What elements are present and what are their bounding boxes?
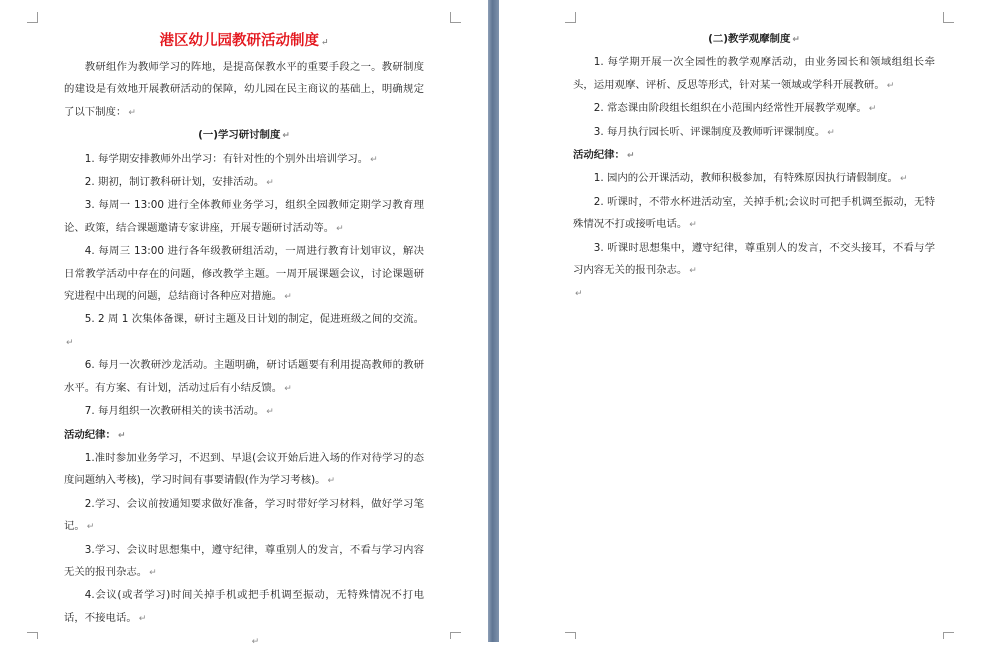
- crop-mark: [565, 632, 576, 639]
- list-item: 2. 听课时，不带水杯进活动室，关掉手机;会议时可把手机调至振动，无特殊情况不打或接听电话。 ↵: [573, 195, 935, 231]
- list-item: 2. 期初，制订教科研计划，安排活动。 ↵: [84, 176, 274, 189]
- crop-mark: [450, 632, 461, 639]
- list-item: 4. 每周三 13:00 进行各年级教研组活动，一周进行教育计划审议，解决日常教学活动中存在的问题，修改教学主题。一周开展课题会议，讨论课题研究进程中出现的问题，总结商讨各种应对措施。 ↵: [64, 245, 424, 303]
- list-item: 1. 每学期开展一次全园性的教学观摩活动，由业务园长和领域组组长牵头，运用观摩、评析、反思等形式，针对某一领域或学科开展教研。 ↵: [573, 56, 935, 91]
- discipline-heading: 活动纪律： ↵: [64, 428, 126, 441]
- list-item: 2. 常态课由阶段组长组织在小范围内经常性开展教学观摩。 ↵: [593, 102, 877, 115]
- list-item: 3.学习、会议时思想集中，遵守纪律，尊重别人的发言，不看与学习内容无关的报刊杂志。 ↵: [64, 543, 424, 578]
- list-item: 3. 每月执行园长听、评课制度及教师听评课制度。 ↵: [593, 125, 835, 138]
- list-item: 3. 听课时思想集中，遵守纪律，尊重别人的发言，不交头接耳，不看与学习内容无关的报刊杂志。 ↵: [573, 241, 935, 277]
- empty-paragraph: ↵: [251, 637, 260, 648]
- intro-paragraph: 教研组作为教师学习的阵地，是提高保教水平的重要手段之一。教研制度的建设是有效地开展教研活动的保障，幼儿园在民主商议的基础上，明确规定了以下制度： ↵: [64, 61, 424, 118]
- list-item: 5. 2 周 1 次集体备课，研讨主题及日计划的制定，促进班级之间的交流。↵: [66, 313, 424, 348]
- list-item: 4.会议(或者学习)时间关掉手机或把手机调至振动，无特殊情况不打电话，不接电话。 ↵: [64, 589, 424, 624]
- discipline-list: [573, 167, 935, 282]
- discipline-list: [64, 447, 424, 630]
- crop-mark: [943, 632, 954, 639]
- crop-mark: [565, 12, 576, 23]
- list-item: 2.学习、会议前按通知要求做好准备，学习时带好学习材料，做好学习笔记。 ↵: [64, 497, 424, 533]
- list-item: 7. 每月组织一次教研相关的读书活动。 ↵: [84, 405, 274, 418]
- crop-mark: [943, 12, 954, 23]
- list-item: 1. 每学期安排教师外出学习：有针对性的个别外出培训学习。 ↵: [84, 152, 378, 165]
- page-content[interactable]: [64, 28, 424, 654]
- document-page-right: [499, 0, 1000, 642]
- crop-mark: [450, 12, 461, 23]
- study-rules-list: [64, 148, 424, 424]
- document-title: 港区幼儿园教研活动制度 ↵: [159, 32, 329, 49]
- page-gutter: [488, 0, 499, 642]
- list-item: 1.准时参加业务学习，不迟到、早退(会议开始后进入场的作对待学习的态度问题纳入考核)，学习时间有事要请假(作为学习考核)。 ↵: [64, 451, 424, 487]
- discipline-heading: 活动纪律： ↵: [573, 149, 635, 162]
- list-item: 1. 园内的公开课活动，教师积极参加，有特殊原因执行请假制度。 ↵: [593, 172, 908, 185]
- section-heading-study: (一)学习研讨制度 ↵: [198, 129, 290, 142]
- crop-mark: [27, 632, 38, 639]
- list-item: 6. 每月一次教研沙龙活动。主题明确，研讨话题要有利用提高教师的教研水平。有方案、有计划，活动过后有小结反馈。 ↵: [64, 359, 424, 394]
- crop-mark: [27, 12, 38, 23]
- document-page-left: [0, 0, 488, 648]
- page-content[interactable]: [573, 28, 935, 306]
- section-heading-observation: (二)教学观摩制度 ↵: [708, 33, 800, 45]
- empty-paragraph: ↵: [575, 289, 583, 300]
- observation-rules-list: [573, 51, 935, 144]
- list-item: 3. 每周一 13:00 进行全体教师业务学习，组织全园教师定期学习教育理论、政策，结合课题邀请专家讲座，开展专题研讨活动等。 ↵: [64, 199, 424, 234]
